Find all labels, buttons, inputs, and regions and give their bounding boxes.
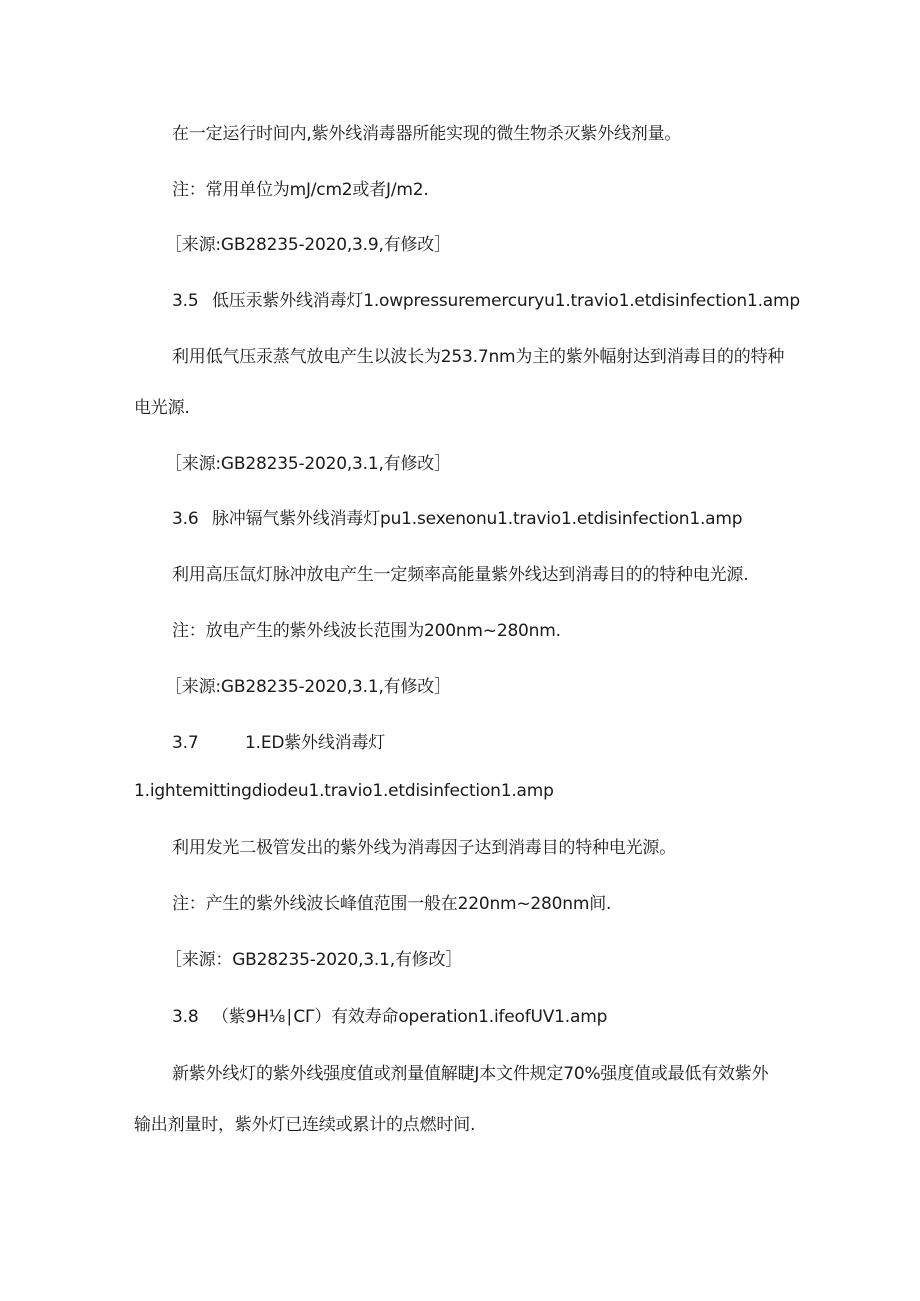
definition-paragraph: 利用高压氙灯脉冲放电产生一定频率高能量紫外线达到消毒目的的特种电光源. [172,565,749,585]
definition-paragraph-line: 利用低气压汞蒸气放电产生以波长为253.7nm为主的紫外幅射达到消毒目的的特种 [172,347,785,367]
section-number: 3.7 [172,733,199,753]
section-number: 3.8 [172,1007,199,1027]
source-citation: ［来源:GB28235-2020,3.1,有修改］ [165,454,451,474]
section-heading-3-8 [172,1006,607,1028]
definition-paragraph-line: 新紫外线灯的紫外线强度值或剂量值解睫J本文件规定70%强度值或最低有效紫外 [172,1064,769,1084]
definition-paragraph-line: 输出剂量时，紫外灯已连续或累计的点燃时间. [134,1115,476,1135]
section-title-english: 1.ightemittingdiodeu1.travio1.etdisinfection1.amp [134,781,554,801]
section-heading-3-7 [172,732,385,754]
section-title: 低压汞紫外线消毒灯1.owpressuremercuryu1.travio1.etdisinfection1.amp [212,291,800,311]
note-dose-units: 注：常用单位为mJ/cm2或者J/m2. [172,180,429,200]
section-title: 脉冲镉气紫外线消毒灯pu1.sexenonu1.travio1.etdisinfection1.amp [212,509,743,529]
note-paragraph: 注：产生的紫外线波长峰值范围一般在220nm~280nm间. [172,894,612,914]
paragraph-dose-definition: 在一定运行时间内,紫外线消毒器所能实现的微生物杀灭紫外线剂量。 [172,124,682,144]
source-citation: ［来源：GB28235-2020,3.1,有修改］ [165,950,463,970]
section-number: 3.5 [172,291,199,311]
source-citation: ［来源:GB28235-2020,3.1,有修改］ [165,677,451,697]
section-heading-3-5 [172,290,800,312]
note-paragraph: 注：放电产生的紫外线波长范围为200nm~280nm. [172,621,561,641]
section-title: （紫9H⅛∣CΓ）有效寿命operation1.ifeofUV1.amp [212,1007,608,1027]
section-number: 3.6 [172,509,199,529]
definition-paragraph: 利用发光二极管发出的紫外线为消毒因子达到消毒目的特种电光源。 [172,838,676,858]
definition-paragraph-line: 电光源. [134,398,190,418]
source-citation: ［来源:GB28235-2020,3.9,有修改］ [165,235,451,255]
section-heading-3-6 [172,508,742,530]
section-title: 1.ED紫外线消毒灯 [245,733,386,753]
